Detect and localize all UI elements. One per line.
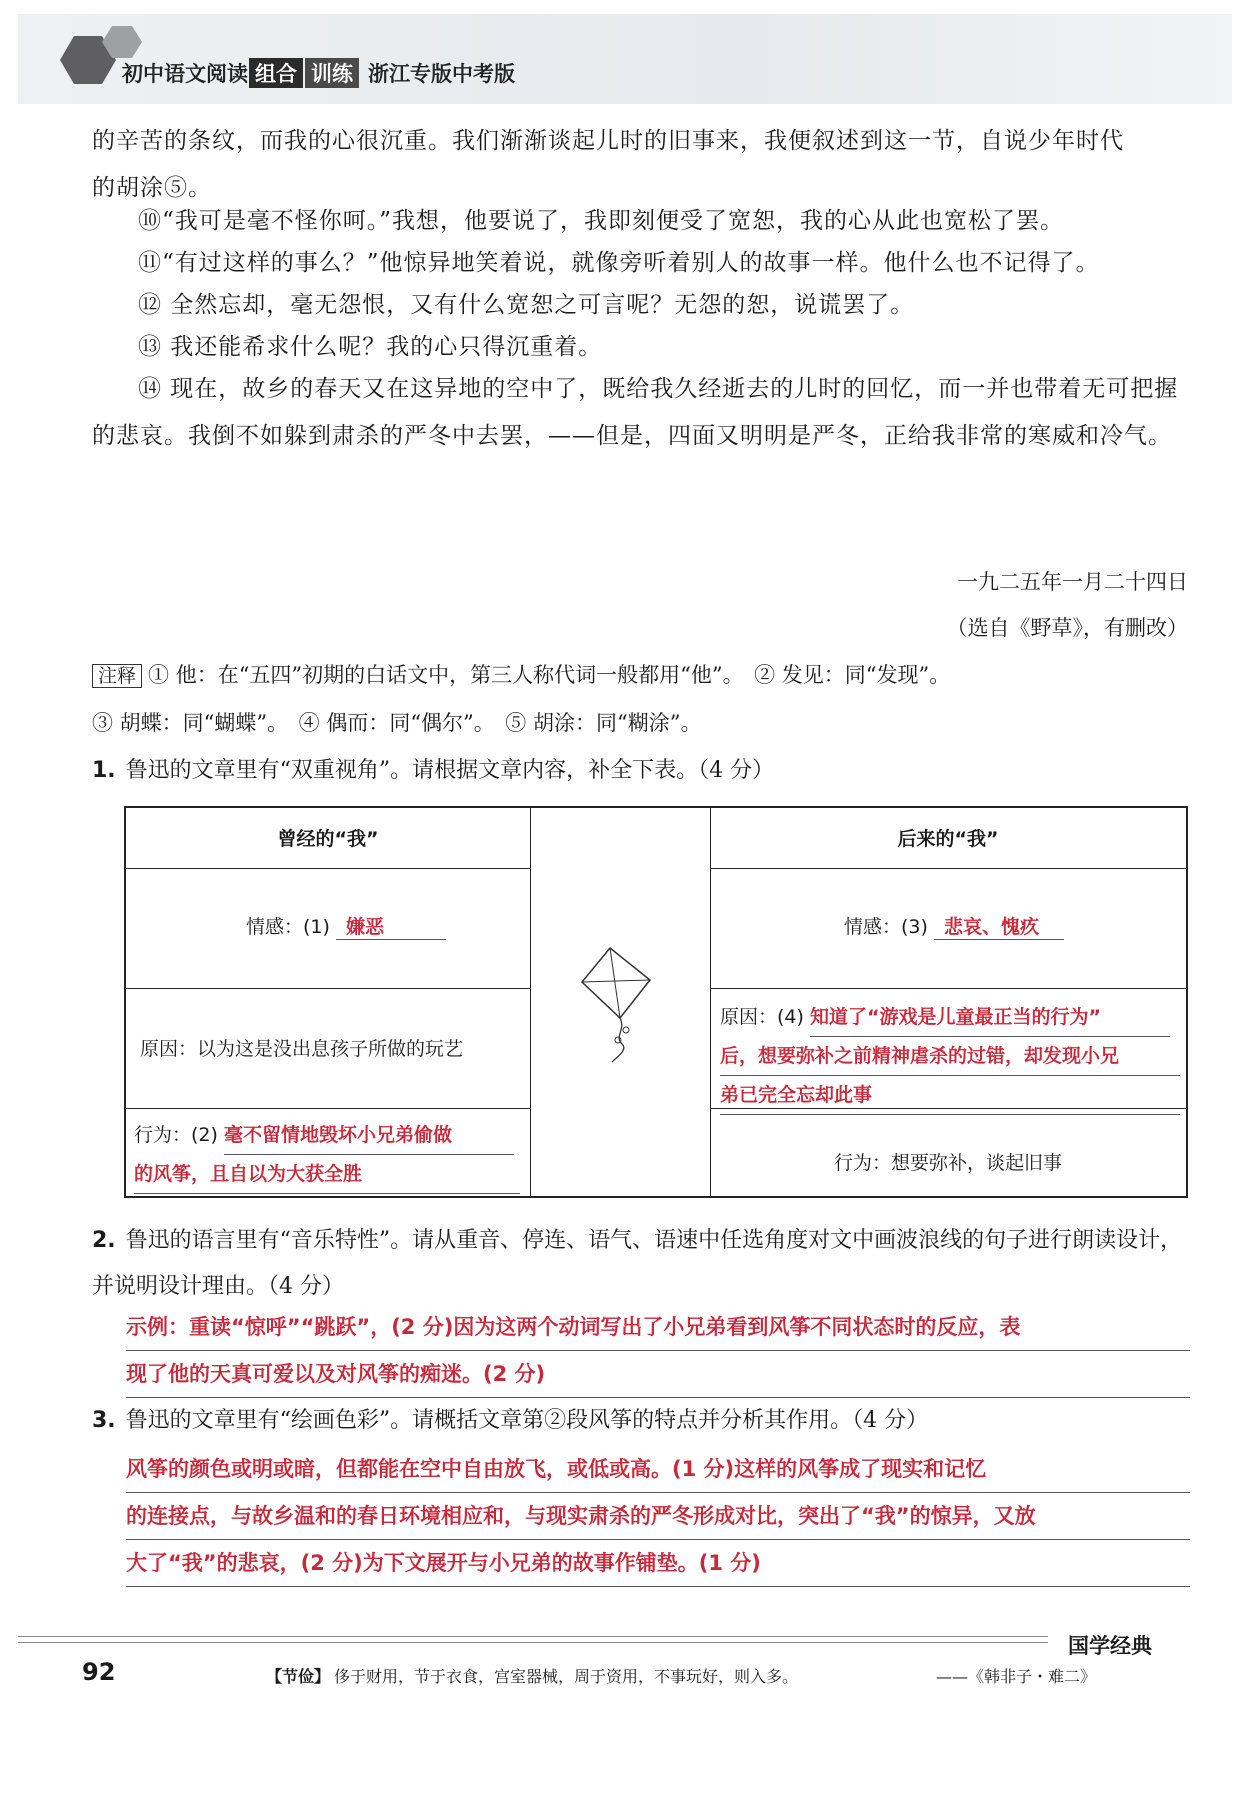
question-number: 3. xyxy=(92,1408,116,1433)
emotion-past-label: 情感：(1) xyxy=(246,916,330,938)
footer-brand: 国学经典 xyxy=(1068,1634,1152,1658)
title-tag-xunlian: 训练 xyxy=(305,58,359,88)
answer-line: 示例：重读“惊呼”“跳跃”，(2 分)因为这两个动词写出了小兄弟看到风筝不同状态时的反应，表 xyxy=(126,1304,1190,1351)
notes-label: 注释 xyxy=(92,664,142,688)
question-1 xyxy=(92,748,1192,794)
quote-source: ——《韩非子・难二》 xyxy=(936,1667,1097,1686)
note-line-1: ① 他：在“五四”初期的白话文中，第三人称代词一般都用“他”。 ② 发见：同“发现”。 xyxy=(148,663,951,687)
footer-divider xyxy=(18,1636,1048,1637)
comparison-table xyxy=(124,806,1188,1198)
emotion-later-label: 情感：(3) xyxy=(844,916,928,938)
answer-line: 现了他的天真可爱以及对风筝的痴迷。(2 分) xyxy=(126,1351,1190,1398)
kite-icon xyxy=(570,938,690,1068)
question-number: 2. xyxy=(92,1228,116,1253)
passage-source: （选自《野草》，有删改） xyxy=(946,616,1188,640)
reason-later-answer-3: 弟已完全忘却此事 xyxy=(720,1076,1180,1115)
quote-text: 侈于财用，节于衣食，宫室器械，周于资用，不事玩好，则入多。 xyxy=(334,1667,799,1686)
action-later: 行为：想要弥补，谈起旧事 xyxy=(833,1152,1062,1174)
footer-quote xyxy=(266,1664,798,1687)
paragraph-12: ⑫ 全然忘却，毫无怨恨，又有什么宽恕之可言呢？无怨的恕，说谎罢了。 xyxy=(138,292,915,318)
passage-line: 的胡涂⑤。 xyxy=(92,175,212,201)
title-part-b: 浙江专版中考版 xyxy=(368,62,515,86)
emotion-later xyxy=(844,912,1064,940)
annotations xyxy=(92,652,1192,747)
book-title xyxy=(122,58,515,88)
page-header xyxy=(18,14,1232,104)
footer-divider xyxy=(18,1642,1048,1643)
action-past-answer-2: 的风筝，且自以为大获全胜 xyxy=(134,1155,520,1194)
emotion-past-answer: 嫌恶 xyxy=(336,912,446,940)
emotion-past xyxy=(246,912,446,940)
reason-later-answer-2: 后，想要弥补之前精神虐杀的过错，却发现小兄 xyxy=(720,1037,1180,1076)
passage-line: 的辛苦的条纹，而我的心很沉重。我们渐渐谈起儿时的旧事来，我便叙述到这一节，自说少年时代 xyxy=(92,128,1124,154)
note-line-2: ③ 胡蝶：同“蝴蝶”。 ④ 偶而：同“偶尔”。 ⑤ 胡涂：同“糊涂”。 xyxy=(92,711,702,735)
action-past-label: 行为：(2) xyxy=(134,1124,218,1146)
quote-title: 【节俭】 xyxy=(266,1667,331,1686)
answer-line: 大了“我”的悲哀，(2 分)为下文展开与小兄弟的故事作铺垫。(1 分) xyxy=(126,1540,1190,1587)
answer-3 xyxy=(126,1446,1190,1587)
question-number: 1. xyxy=(92,758,116,783)
answer-line: 风筝的颜色或明或暗，但都能在空中自由放飞，或低或高。(1 分)这样的风筝成了现实和记忆 xyxy=(126,1446,1190,1493)
question-3 xyxy=(92,1398,1192,1444)
action-past xyxy=(134,1116,526,1194)
paragraph-14: ⑭ 现在，故乡的春天又在这异地的空中了，既给我久经逝去的儿时的回忆，而一并也带着无可把握的悲哀。我倒不如躲到肃杀的严冬中去罢，——但是，四面又明明是严冬，正给我非常的寒威和冷气。 xyxy=(92,376,1179,449)
reason-later-answer-1: 知道了“游戏是儿童最正当的行为” xyxy=(810,998,1170,1037)
title-part-a: 初中语文阅读 xyxy=(122,62,248,86)
paragraph-11: ⑪“有过这样的事么？”他惊异地笑着说，就像旁听着别人的故事一样。他什么也不记得了。 xyxy=(138,250,1100,276)
answer-2 xyxy=(126,1304,1190,1398)
paragraph-10: ⑩“我可是毫不怪你呵。”我想，他要说了，我即刻便受了宽恕，我的心从此也宽松了罢。 xyxy=(138,208,1065,234)
reason-later-label: 原因：(4) xyxy=(720,1006,804,1028)
page-number: 92 xyxy=(82,1658,116,1686)
question-2 xyxy=(92,1218,1192,1310)
table-header-later-self: 后来的“我” xyxy=(897,828,999,850)
paragraph-13: ⑬ 我还能希求什么呢？我的心只得沉重着。 xyxy=(138,334,603,360)
action-past-answer-1: 毫不留情地毁坏小兄弟偷做 xyxy=(224,1116,514,1155)
table-header-past-self: 曾经的“我” xyxy=(277,828,379,850)
question-text: 鲁迅的语言里有“音乐特性”。请从重音、停连、语气、语速中任选角度对文中画波浪线的句子进行朗读设计，并说明设计理由。（4 分） xyxy=(92,1228,1183,1299)
answer-line: 的连接点，与故乡温和的春日环境相应和，与现实肃杀的严冬形成对比，突出了“我”的惊异，又放 xyxy=(126,1493,1190,1540)
question-text: 鲁迅的文章里有“双重视角”。请根据文章内容，补全下表。（4 分） xyxy=(125,758,775,783)
reason-past: 原因：以为这是没出息孩子所做的玩艺 xyxy=(140,1038,464,1060)
title-tag-zuhe: 组合 xyxy=(249,58,303,88)
question-text: 鲁迅的文章里有“绘画色彩”。请概括文章第②段风筝的特点并分析其作用。（4 分） xyxy=(125,1408,929,1433)
emotion-later-answer: 悲哀、愧疚 xyxy=(934,912,1064,940)
reason-later xyxy=(720,998,1180,1115)
passage-date: 一九二五年一月二十四日 xyxy=(957,570,1188,594)
